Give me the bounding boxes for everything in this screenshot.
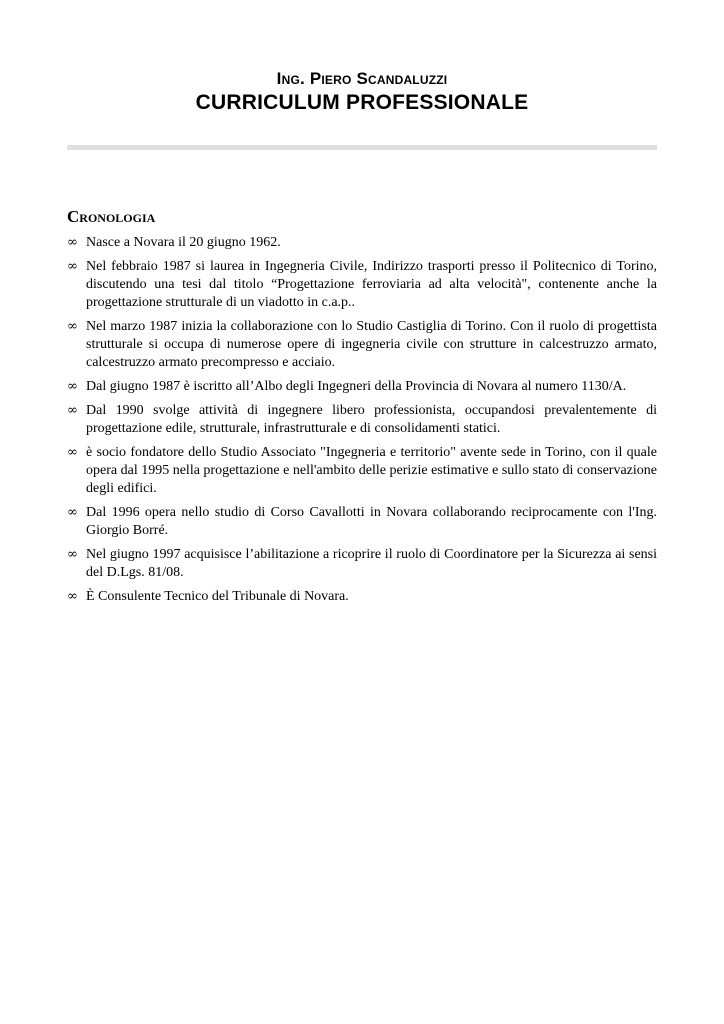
author-name: Ing. Piero Scandaluzzi: [276, 69, 448, 88]
header-divider: [67, 145, 657, 150]
list-item: [67, 234, 657, 252]
cronologia-section: [67, 206, 657, 612]
chronology-list: [67, 234, 657, 606]
document-header: [0, 68, 724, 116]
list-item: [67, 318, 657, 372]
list-item-text: Dal 1990 svolge attività di ingegnere libero professionista, occupandosi prevalentemente di progettazione edile, strutturale, infrastrutturale e di consolidamenti statici.: [86, 403, 657, 436]
list-item-text: Dal giugno 1987 è iscritto all’Albo degli Ingegneri della Provincia di Novara al numero 1130/A.: [86, 379, 627, 394]
list-item-text: Nel marzo 1987 inizia la collaborazione con lo Studio Castiglia di Torino. Con il ruolo di progettista strutturale si occupa di numerose opere di ingegneria civile con strutture in calcestruzzo armato, calcestruzzo armato precompresso e acciaio.: [86, 319, 657, 370]
infinity-bullet-icon: ∞: [67, 319, 78, 334]
document-title: CURRICULUM PROFESSIONALE: [195, 91, 529, 114]
infinity-bullet-icon: ∞: [67, 235, 78, 250]
list-item: [67, 402, 657, 438]
list-item-text: Dal 1996 opera nello studio di Corso Cavallotti in Novara collaborando reciprocamente con l'Ing. Giorgio Borré.: [86, 505, 657, 538]
list-item: [67, 546, 657, 582]
list-item-text: Nel giugno 1997 acquisisce l’abilitazione a ricoprire il ruolo di Coordinatore per la Sicurezza ai sensi del D.Lgs. 81/08.: [86, 547, 657, 580]
section-heading: Cronologia: [67, 207, 156, 226]
list-item-text: Nel febbraio 1987 si laurea in Ingegneria Civile, Indirizzo trasporti presso il Politecnico di Torino, discutendo una tesi dal titolo “Progettazione ferroviaria ad alta velocità", contenente anche la progettazione strutturale di un viadotto in c.a.p..: [86, 259, 657, 310]
infinity-bullet-icon: ∞: [67, 505, 78, 520]
list-item-text: Nasce a Novara il 20 giugno 1962.: [86, 235, 281, 250]
infinity-bullet-icon: ∞: [67, 445, 78, 460]
infinity-bullet-icon: ∞: [67, 259, 78, 274]
list-item-text: è socio fondatore dello Studio Associato "Ingegneria e territorio" avente sede in Torino, con il quale opera dal 1995 nella progettazione e nell'ambito delle perizie estimative e sullo stato di conservazione degli edifici.: [86, 445, 657, 496]
infinity-bullet-icon: ∞: [67, 589, 78, 604]
infinity-bullet-icon: ∞: [67, 379, 78, 394]
infinity-bullet-icon: ∞: [67, 403, 78, 418]
list-item: [67, 378, 657, 396]
list-item: [67, 588, 657, 606]
infinity-bullet-icon: ∞: [67, 547, 78, 562]
list-item: [67, 444, 657, 498]
list-item: [67, 504, 657, 540]
list-item-text: È Consulente Tecnico del Tribunale di Novara.: [86, 589, 349, 604]
list-item: [67, 258, 657, 312]
